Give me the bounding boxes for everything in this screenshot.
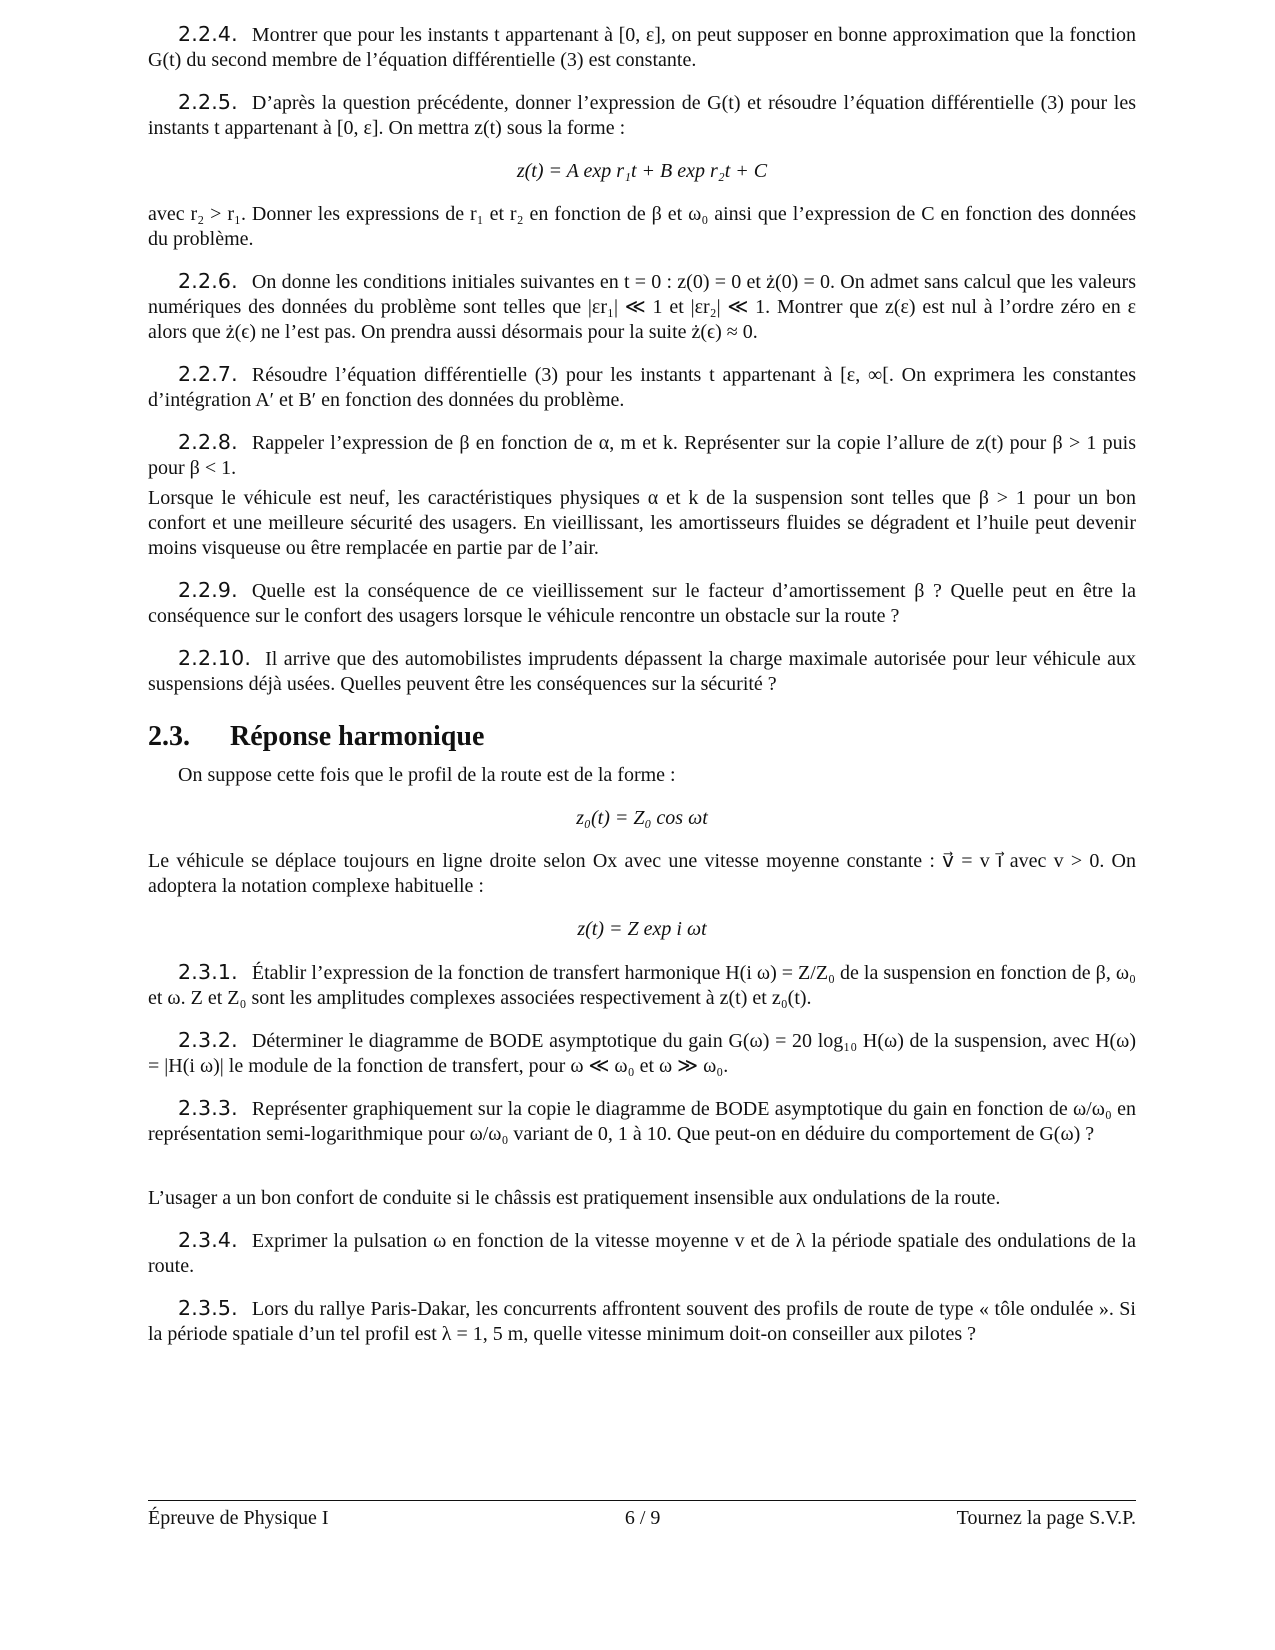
- question-2-2-5: [148, 90, 1136, 141]
- question-number: 2.3.3.: [178, 1096, 238, 1120]
- section-heading: [148, 721, 1136, 753]
- paragraph-r1-r2: avec r₂ > r₁. Donner les expressions de r₁ et r₂ en fonction de β et ω₀ ainsi que l’expression de C en fonction des données du problème.: [148, 203, 1136, 250]
- question-number: 2.2.6.: [178, 269, 238, 293]
- question-2-2-8: [148, 430, 1136, 481]
- section-number: 2.3.: [148, 721, 190, 752]
- question-text: Rappeler l’expression de β en fonction de α, m et k. Représenter sur la copie l’allure de z(t) pour β > 1 puis pour β < 1.: [148, 432, 1136, 479]
- equation-complex-z: z(t) = Z exp i ωt: [577, 918, 707, 940]
- question-number: 2.2.7.: [178, 362, 238, 386]
- question-2-3-3: [148, 1096, 1136, 1147]
- spacer: [148, 1164, 1136, 1186]
- question-text: Quelle est la conséquence de ce vieillissement sur le facteur d’amortissement β ? Quelle peut en être la conséquence sur le confort des usagers lorsque le véhicule rencontre un obstacle sur la route ?: [148, 580, 1136, 627]
- question-text: Montrer que pour les instants t appartenant à [0, ε], on peut supposer en bonne approximation que la fonction G(t) du second membre de l’équation différentielle (3) est constante.: [148, 24, 1136, 71]
- paragraph-vehicle-motion: Le véhicule se déplace toujours en ligne droite selon Ox avec une vitesse moyenne constante : v⃗ = v i⃗ avec v > 0. On adoptera la notation complexe habituelle :: [148, 850, 1136, 897]
- question-text: D’après la question précédente, donner l’expression de G(t) et résoudre l’équation différentielle (3) pour les instants t appartenant à [0, ε]. On mettra z(t) sous la forme :: [148, 92, 1136, 139]
- footer-exam-title: Épreuve de Physique I: [148, 1507, 329, 1529]
- document-page: [148, 22, 1136, 1364]
- equation-z0-t: z₀(t) = Z₀ cos ωt: [576, 807, 708, 829]
- question-number: 2.3.4.: [178, 1228, 238, 1252]
- question-2-3-5: [148, 1296, 1136, 1347]
- question-2-3-2: [148, 1028, 1136, 1079]
- footer-page-number: 6 / 9: [624, 1507, 661, 1529]
- question-text: Résoudre l’équation différentielle (3) pour les instants t appartenant à [ε, ∞[. On exprimera les constantes d’intégration A′ et B′ en fonction des données du problème.: [148, 364, 1136, 411]
- footer-turn-page: Tournez la page S.V.P.: [956, 1507, 1136, 1529]
- question-2-3-1: [148, 960, 1136, 1011]
- paragraph-harmonic-intro: On suppose cette fois que le profil de la route est de la forme :: [178, 764, 676, 786]
- question-text: Lors du rallye Paris-Dakar, les concurrents affrontent souvent des profils de route de type « tôle ondulée ». Si la période spatiale d’un tel profil est λ = 1, 5 m, quelle vitesse minimum doit-on conseiller aux pilotes ?: [148, 1298, 1136, 1345]
- question-2-3-4: [148, 1228, 1136, 1279]
- paragraph-comfort: L’usager a un bon confort de conduite si le châssis est pratiquement insensible aux ondulations de la route.: [148, 1187, 1001, 1209]
- question-number: 2.2.5.: [178, 90, 238, 114]
- question-number: 2.2.4.: [178, 22, 238, 46]
- question-2-2-10: [148, 646, 1136, 697]
- question-text: Exprimer la pulsation ω en fonction de la vitesse moyenne v et de λ la période spatiale des ondulations de la route.: [148, 1230, 1136, 1277]
- section-title: Réponse harmonique: [230, 721, 485, 752]
- page-footer: [148, 1500, 1136, 1530]
- question-number: 2.2.10.: [178, 646, 252, 670]
- question-number: 2.3.1.: [178, 960, 238, 984]
- question-number: 2.2.9.: [178, 578, 238, 602]
- question-2-2-7: [148, 362, 1136, 413]
- question-text: Représenter graphiquement sur la copie le diagramme de BODE asymptotique du gain en fonction de ω/ω₀ en représentation semi-logarithmique pour ω/ω₀ variant de 0, 1 à 10. Que peut-on en déduire du comportement de G(ω) ?: [148, 1098, 1136, 1145]
- question-text: Il arrive que des automobilistes imprudents dépassent la charge maximale autorisée pour leur véhicule aux suspensions déjà usées. Quelles peuvent être les conséquences sur la sécurité ?: [148, 648, 1136, 695]
- question-text: Établir l’expression de la fonction de transfert harmonique H(i ω) = Z/Z₀ de la suspension en fonction de β, ω₀ et ω. Z et Z₀ sont les amplitudes complexes associées respectivement à z(t) et z₀(t).: [148, 962, 1136, 1009]
- question-2-2-4: [148, 22, 1136, 73]
- question-number: 2.2.8.: [178, 430, 238, 454]
- equation-z-t: z(t) = A exp r₁t + B exp r₂t + C: [516, 160, 768, 182]
- question-number: 2.3.2.: [178, 1028, 238, 1052]
- question-text: Déterminer le diagramme de BODE asymptotique du gain G(ω) = 20 log₁₀ H(ω) de la suspension, avec H(ω) = |H(i ω)| le module de la fonction de transfert, pour ω ≪ ω₀ et ω ≫ ω₀.: [148, 1030, 1136, 1077]
- question-2-2-6: [148, 269, 1136, 345]
- question-number: 2.3.5.: [178, 1296, 238, 1320]
- question-2-2-9: [148, 578, 1136, 629]
- paragraph-vehicle-aging: Lorsque le véhicule est neuf, les caractéristiques physiques α et k de la suspension sont telles que β > 1 pour un bon confort et une meilleure sécurité des usagers. En vieillissant, les amortisseurs fluides se dégradent et l’huile peut devenir moins visqueuse ou être remplacée en partie par de l’air.: [148, 487, 1136, 559]
- question-text: On donne les conditions initiales suivantes en t = 0 : z(0) = 0 et ż(0) = 0. On admet sans calcul que les valeurs numériques des données du problème sont telles que |εr₁| ≪ 1 et |εr₂| ≪ 1. Montrer que z(ε) est nul à l’ordre zéro en ε alors que ż(ϵ) ne l’est pas. On prendra aussi désormais pour la suite ż(ϵ) ≈ 0.: [148, 271, 1136, 343]
